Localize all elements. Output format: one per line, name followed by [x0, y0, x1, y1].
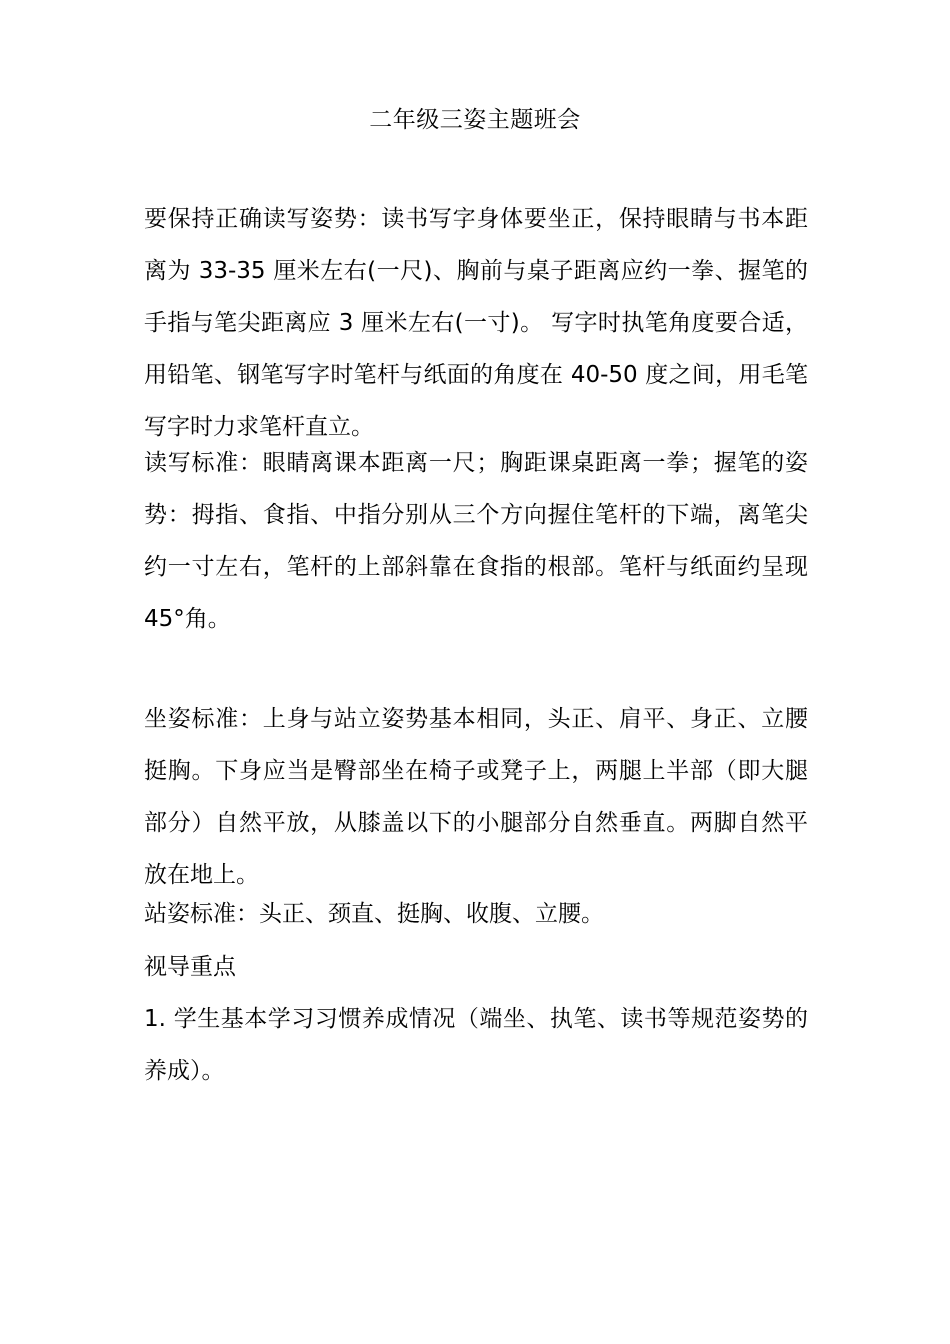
paragraph-reading-writing-standard: 读写标准：眼睛离课本距离一尺；胸距课桌距离一拳；握笔的姿势：拇指、食指、中指分别从三个方向握住笔杆的下端，离笔尖约一寸左右，笔杆的上部斜靠在食指的根部。笔杆与纸面约呈现 45°角。 — [144, 450, 808, 632]
paragraph-sitting-standard: 坐姿标准：上身与站立姿势基本相同，头正、肩平、身正、立腰挺胸。下身应当是臀部坐在椅子或凳子上，两腿上半部（即大腿部分）自然平放，从膝盖以下的小腿部分自然垂直。两脚自然平放在地上。 — [144, 706, 808, 888]
paragraph-reading-writing-posture: 要保持正确读写姿势：读书写字身体要坐正，保持眼睛与书本距离为 33-35 厘米左右(一尺)、胸前与桌子距离应约一拳、握笔的手指与笔尖距离应 3 厘米左右(一寸)。 写字时执笔角度要合适，用铅笔、钢笔写字时笔杆与纸面的角度在 40-50 度之间，用毛笔写字时力求笔杆直立。 — [144, 206, 808, 440]
document-title: 二年级三姿主题班会 — [369, 107, 581, 133]
list-item-inspection-1: 1. 学生基本学习习惯养成情况（端坐、执笔、读书等规范姿势的养成）。 — [144, 1006, 808, 1084]
section-heading-inspection-focus: 视导重点 — [144, 954, 236, 980]
paragraph-standing-standard: 站姿标准：头正、颈直、挺胸、收腹、立腰。 — [144, 901, 604, 927]
